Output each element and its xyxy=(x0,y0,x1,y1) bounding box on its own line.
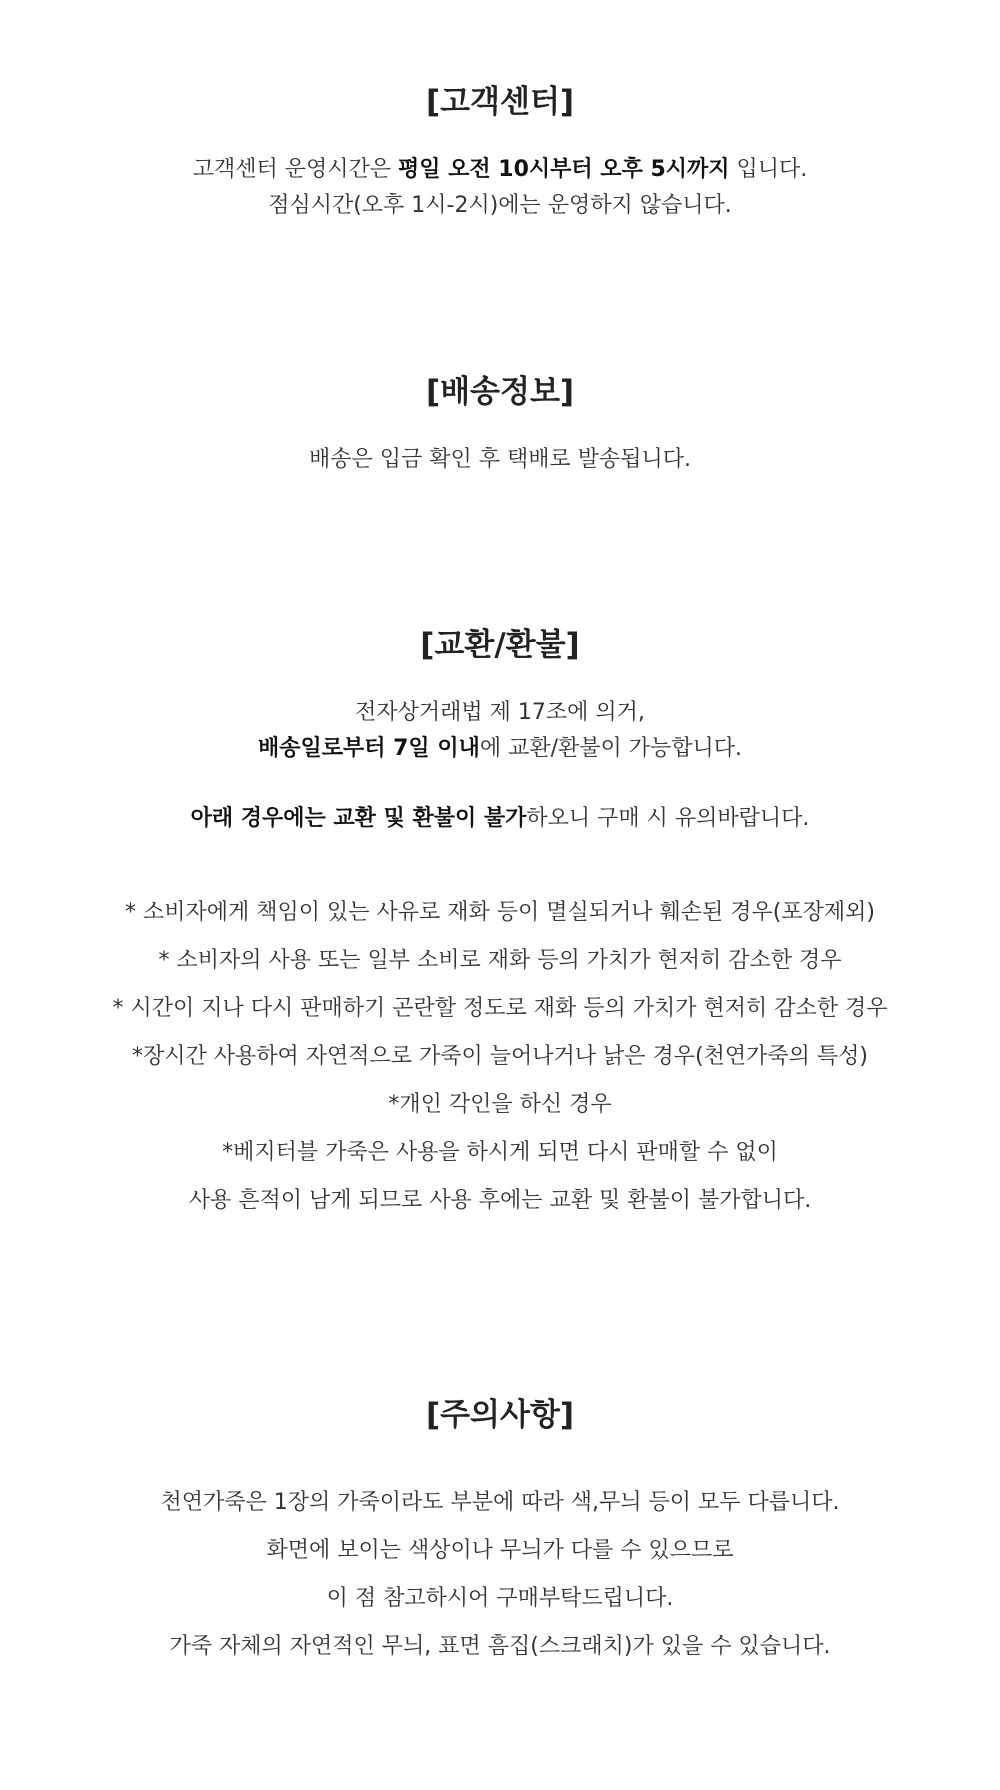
legal-basis-text: 전자상거래법 제 17조에 의거, xyxy=(355,700,645,725)
caution-note: 이 점 참고하시어 구매부탁드립니다. xyxy=(326,1586,674,1611)
refund-unavailable-notice xyxy=(0,801,1000,837)
condition-item: * 소비자의 사용 또는 일부 소비로 재화 등의 가치가 현저히 감소한 경우 xyxy=(158,948,842,973)
operating-hours-emphasis: 평일 오전 10시부터 오후 5시까지 xyxy=(397,157,730,182)
caution-notes xyxy=(0,1479,1000,1671)
operating-hours-prefix: 고객센터 운영시간은 xyxy=(192,157,398,182)
caution-note: 화면에 보이는 색상이나 무늬가 다를 수 있으므로 xyxy=(266,1538,734,1563)
caution-note: 가죽 자체의 자연적인 무늬, 표면 흠집(스크래치)가 있을 수 있습니다. xyxy=(169,1634,831,1659)
caution-section xyxy=(0,1395,1000,1671)
condition-item: 사용 흔적이 남게 되므로 사용 후에는 교환 및 환불이 불가합니다. xyxy=(188,1188,812,1213)
condition-item: *장시간 사용하여 자연적으로 가죽이 늘어나거나 낡은 경우(천연가죽의 특성) xyxy=(132,1044,868,1069)
caution-heading: [주의사항] xyxy=(425,1397,575,1433)
operating-hours-text xyxy=(0,152,1000,188)
operating-hours-suffix: 입니다. xyxy=(729,157,808,182)
shipping-text: 배송은 입금 확인 후 택배로 발송됩니다. xyxy=(309,447,691,472)
refund-unavailable-suffix: 하오니 구매 시 유의바랍니다. xyxy=(526,806,810,831)
exchange-refund-heading: [교환/환불] xyxy=(420,627,580,663)
refund-period-emphasis: 배송일로부터 7일 이내 xyxy=(257,736,480,761)
exchange-refund-section xyxy=(0,625,1000,1225)
refund-period-text xyxy=(0,731,1000,767)
refund-period-suffix: 에 교환/환불이 가능합니다. xyxy=(479,736,743,761)
condition-item: *베지터블 가죽은 사용을 하시게 되면 다시 판매할 수 없이 xyxy=(222,1140,778,1165)
exchange-refund-body xyxy=(0,695,1000,767)
customer-center-body xyxy=(0,152,1000,224)
refund-unavailable-emphasis: 아래 경우에는 교환 및 환불이 불가 xyxy=(190,806,527,831)
shipping-body xyxy=(0,442,1000,478)
condition-item: *개인 각인을 하신 경우 xyxy=(388,1092,612,1117)
shipping-heading: [배송정보] xyxy=(425,374,575,410)
caution-note: 천연가죽은 1장의 가죽이라도 부분에 따라 색,무늬 등이 모두 다릅니다. xyxy=(160,1490,840,1515)
lunch-hours-text: 점심시간(오후 1시-2시)에는 운영하지 않습니다. xyxy=(268,193,732,218)
refund-conditions-list xyxy=(0,889,1000,1225)
shipping-section xyxy=(0,372,1000,478)
condition-item: * 시간이 지나 다시 판매하기 곤란할 정도로 재화 등의 가치가 현저히 감소한 경우 xyxy=(112,996,888,1021)
condition-item: * 소비자에게 책임이 있는 사유로 재화 등이 멸실되거나 훼손된 경우(포장제외) xyxy=(125,900,875,925)
customer-center-heading: [고객센터] xyxy=(425,84,575,120)
customer-center-section xyxy=(0,82,1000,224)
